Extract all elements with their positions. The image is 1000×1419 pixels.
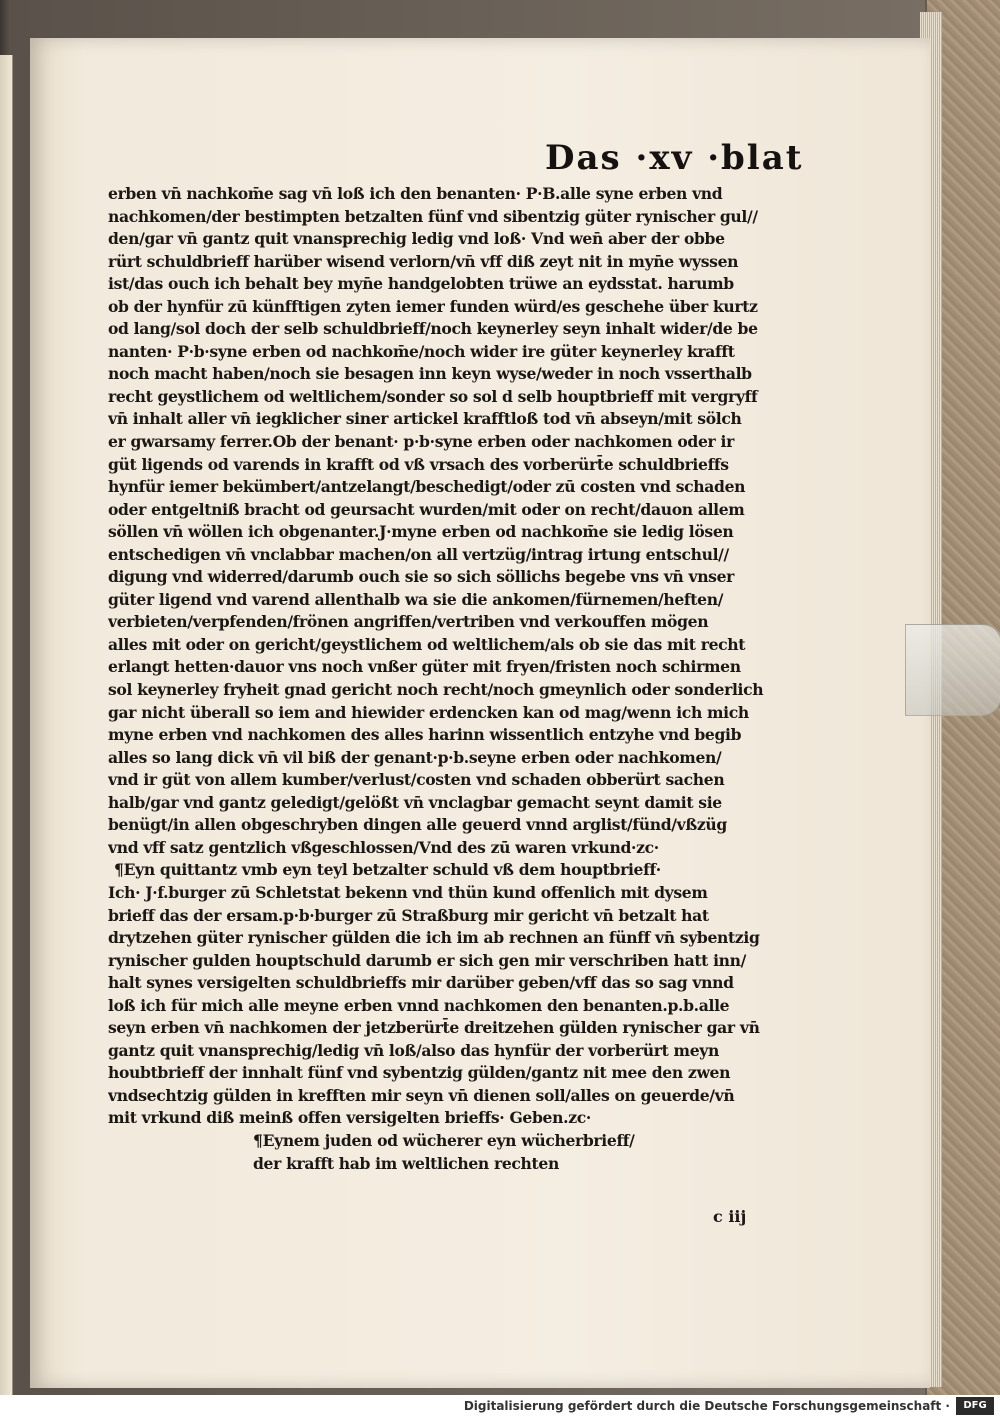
- text-line: loß ich für mich alle meyne erben vnnd nachkomen den benanten.p.b.alle: [108, 995, 730, 1015]
- text-line: od lang/sol doch der selb schuldbrieff/noch keynerley seyn inhalt wider/de be: [108, 319, 758, 339]
- text-line: ¶Eyn quittantz vmb eyn teyl betzalter schuld vß dem houptbrieff·: [114, 860, 661, 880]
- text-line: digung vnd widerred/darumb ouch sie so sich söllichs begebe vns vn̄ vnser: [108, 567, 735, 587]
- text-line: ¶Eynem juden od wücherer eyn wücherbrieff/: [253, 1130, 635, 1150]
- text-line: mit vrkund diß meinß offen versigelten brieffs· Geben.zc·: [108, 1108, 591, 1128]
- text-line: Ich· J·f.burger zū Schletstat bekenn vnd thün kund offenlich mit dysem: [108, 882, 708, 902]
- text-line: nanten· P·b·syne erben od nachkom̄e/noch wider ire güter keynerley krafft: [108, 341, 735, 361]
- footer-bar: [0, 1395, 1000, 1419]
- bookmark-tab: [905, 624, 1000, 716]
- text-line: houbtbrieff der innhalt fünf vnd sybentzig gülden/gantz nit mee den zwen: [108, 1063, 731, 1083]
- text-line: rynischer gulden houptschuld darumb er sich gen mir verschriben hatt inn/: [108, 950, 746, 970]
- funding-credit: Digitalisierung gefördert durch die Deutsche Forschungsgemeinschaft ·: [463, 1399, 950, 1413]
- text-line: erlangt hetten·dauor vns noch vnßer güter mit fryen/fristen noch schirmen: [108, 657, 741, 677]
- text-line: gantz quit vnansprechig/ledig vn̄ loß/also das hynfür der vorberürt meyn: [108, 1040, 719, 1060]
- text-line: verbieten/verpfenden/frönen angriffen/vertriben vnd verkouffen mögen: [108, 612, 709, 632]
- text-line: halt synes versigelten schuldbrieffs mir darüber geben/vff das so sag vnnd: [108, 973, 734, 993]
- text-line: vnd ir güt von allem kumber/verlust/costen vnd schaden obberürt sachen: [108, 770, 725, 790]
- text-line: benügt/in allen obgeschryben dingen alle geuerd vnnd arglist/fünd/vßzüg: [108, 815, 727, 835]
- text-line: myne erben vnd nachkomen des alles harinn wissentlich entzyhe vnd begib: [108, 725, 742, 745]
- text-line: recht geystlichem od weltlichem/sonder so sol d selb houptbrieff mit vergryff: [108, 386, 758, 406]
- text-line: vn̄ inhalt aller vn̄ iegklicher siner artickel krafftloß tod vn̄ abseyn/mit sölch: [108, 409, 742, 429]
- text-line: gar nicht überall so iem and hiewider erdencken kan od mag/wenn ich mich: [108, 702, 749, 722]
- text-line: nachkomen/der bestimpten betzalten fünf vnd sibentzig güter rynischer gul//: [108, 206, 758, 226]
- text-line: ob der hynfür zū künfftigen zyten iemer funden würd/es geschehe über kurtz: [108, 296, 758, 316]
- text-line: rürt schuldbrieff harüber wisend verlorn/vn̄ vff diß zeyt nit in myn̄e wyssen: [108, 251, 739, 271]
- text-line: entschedigen vn̄ vnclabbar machen/on all vertzüg/intrag irtung entschul//: [108, 544, 729, 564]
- text-line: der krafft hab im weltlichen rechten: [253, 1153, 559, 1173]
- text-line: brieff das der ersam.p·b·burger zū Straßburg mir gericht vn̄ betzalt hat: [108, 905, 709, 925]
- text-line: noch macht haben/noch sie besagen inn keyn wyse/weder in noch vsserthalb: [108, 364, 752, 384]
- text-line: güter ligend vnd varend allenthalb wa sie die ankomen/fürnemen/heften/: [108, 589, 724, 609]
- text-line: ist/das ouch ich behalt bey myn̄e handgelobten trüwe an eydsstat. harumb: [108, 274, 734, 294]
- text-line: hynfür iemer bekümbert/antzelangt/beschedigt/oder zū costen vnd schaden: [108, 477, 746, 497]
- text-line: erben vn̄ nachkom̄e sag vn̄ loß ich den benanten· P·B.alle syne erben vnd: [108, 184, 723, 203]
- text-line: vnd vff satz gentzlich vßgeschlossen/Vnd des zū waren vrkund·zc·: [108, 837, 659, 857]
- text-line: alles so lang dick vn̄ vil biß der genant·p·b.seyne erben oder nachkomen/: [108, 747, 722, 767]
- text-line: den/gar vn̄ gantz quit vnansprechig ledig vnd loß· Vnd wen̄ aber der obbe: [108, 229, 725, 249]
- text-line: güt ligends od varends in krafft od vß vrsach des vorberürt̄e schuldbrieffs: [108, 454, 729, 474]
- page-header: Das ·xv ·blat: [545, 138, 804, 178]
- dfg-logo-icon: DFG: [956, 1397, 994, 1415]
- page-text: [108, 183, 783, 1175]
- text-line: vndsechtzig gülden in krefften mir seyn vn̄ dienen soll/alles on geuerde/vn̄: [108, 1085, 735, 1105]
- text-line: söllen vn̄ wöllen ich obgenanter.J·myne erben od nachkom̄e sie ledig lösen: [108, 522, 734, 542]
- text-line: sol keynerley fryheit gnad gericht noch recht/noch gmeynlich oder sonderlich: [108, 680, 764, 700]
- text-line: alles mit oder on gericht/geystlichem od weltlichem/als ob sie das mit recht: [108, 634, 746, 654]
- text-line: oder entgeltniß bracht od geursacht wurden/mit oder on recht/dauon allem: [108, 499, 745, 519]
- facing-page-edge: [0, 55, 13, 1395]
- text-line: drytzehen güter rynischer gülden die ich im ab rechnen an fünff vn̄ sybentzig: [108, 928, 760, 948]
- text-line: halb/gar vnd gantz geledigt/gelößt vn̄ vnclagbar gemacht seynt damit sie: [108, 792, 722, 812]
- signature-mark: c iij: [713, 1207, 747, 1226]
- text-line: er gwarsamy ferrer.Ob der benant· p·b·syne erben oder nachkomen oder ir: [108, 432, 734, 452]
- text-line: seyn erben vn̄ nachkomen der jetzberürt̄e dreitzehen gülden rynischer gar vn̄: [108, 1018, 760, 1038]
